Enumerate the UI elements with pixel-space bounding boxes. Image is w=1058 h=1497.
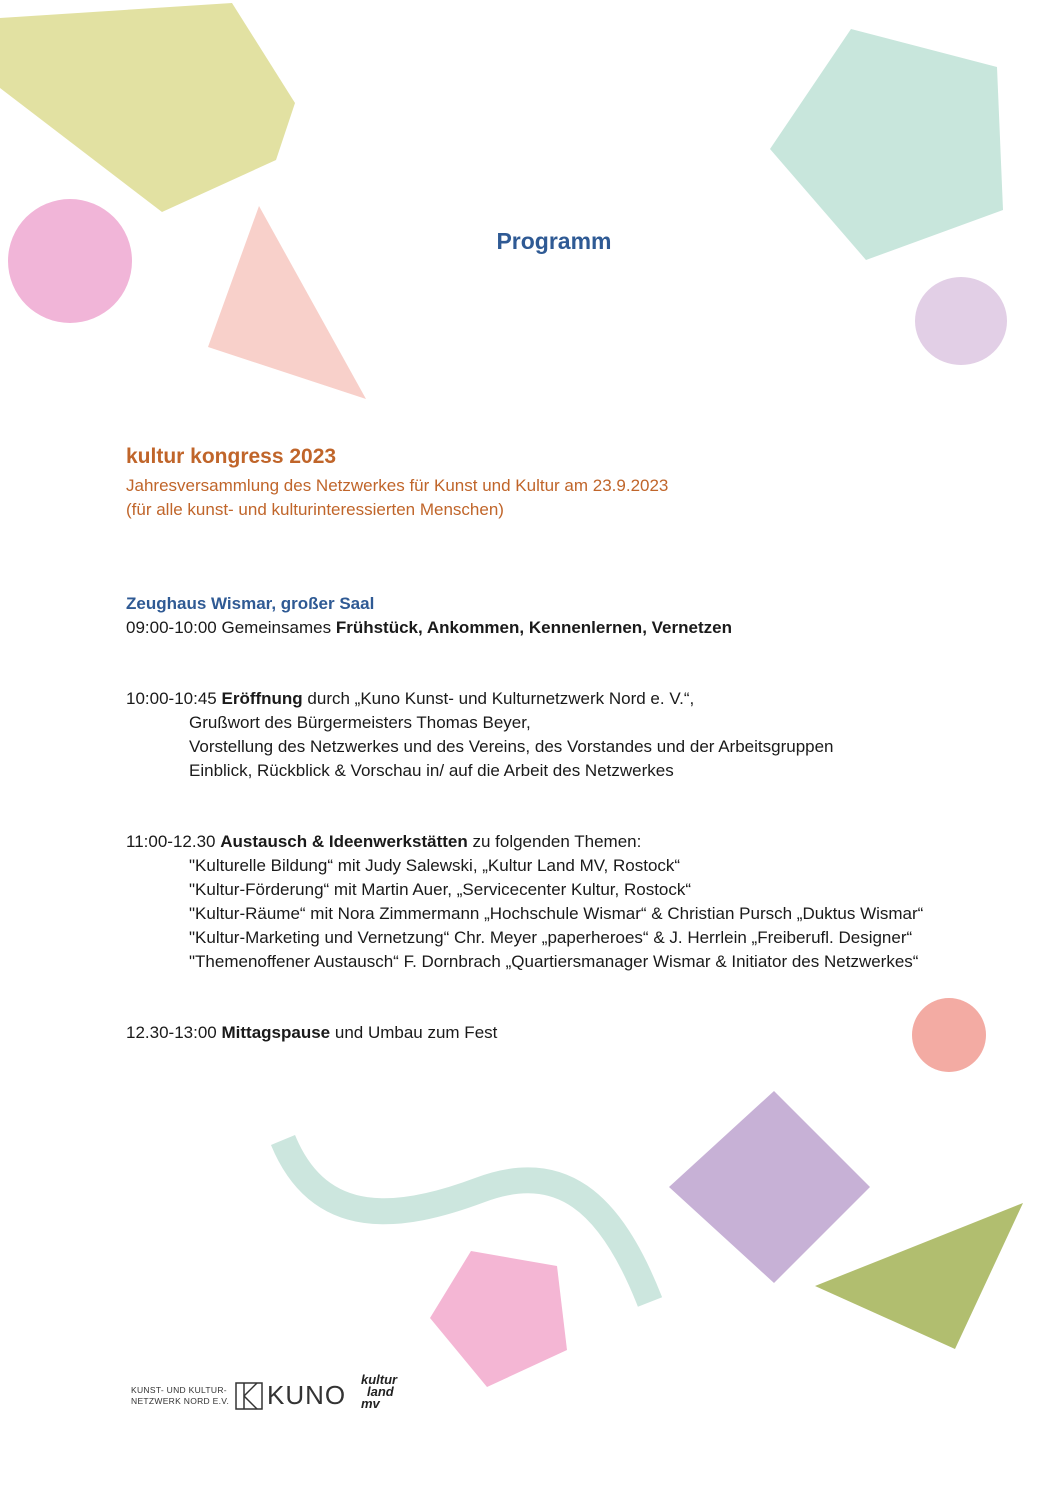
page-title: Programm: [496, 228, 612, 254]
workshop-topic: "Kultur-Marketing und Vernetzung“ Chr. Meyer „paperheroes“ & J. Herrlein „Freiberufl. Designer“: [189, 928, 913, 947]
kultur-land-mv-logo-line: land: [367, 1384, 394, 1399]
kuno-mark-icon: [235, 1382, 263, 1410]
schedule-text: durch „Kuno Kunst- und Kulturnetzwerk Nord e. V.“,: [307, 689, 695, 708]
schedule-time: 09:00-10:00: [126, 618, 217, 637]
kuno-logo: [131, 1380, 346, 1411]
mint-pentagon-shape: [770, 29, 1003, 260]
schedule-text: und Umbau zum Fest: [334, 1023, 498, 1042]
workshop-topic: "Kultur-Förderung“ mit Martin Auer, „Servicecenter Kultur, Rostock“: [189, 880, 692, 899]
schedule-highlight: Eröffnung: [221, 689, 303, 708]
kuno-logo-word: KUNO: [267, 1380, 347, 1410]
schedule-breakfast: [126, 616, 732, 640]
event-subtitle: Jahresversammlung des Netzwerkes für Kunst und Kultur am 23.9.2023: [126, 476, 669, 495]
pink-pentagon-shape: [430, 1251, 567, 1387]
kultur-land-mv-logo-line: kultur: [361, 1372, 398, 1387]
schedule-line: [126, 1021, 497, 1045]
pink-circle-shape: [8, 199, 132, 323]
coral-circle-shape: [912, 998, 986, 1072]
schedule-time: 10:00-10:45: [126, 689, 217, 708]
schedule-highlight: Austausch & Ideenwerkstätten: [220, 832, 468, 851]
workshop-topic: "Themenoffener Austausch“ F. Dornbrach „Quartiersmanager Wismar & Initiator des Netzwerkes“: [189, 952, 919, 971]
kultur-land-mv-logo: [361, 1374, 397, 1410]
schedule-line: [126, 830, 923, 854]
schedule-line: [126, 687, 834, 711]
schedule-text: zu folgenden Themen:: [472, 832, 642, 851]
workshop-topic: "Kulturelle Bildung“ mit Judy Salewski, „Kultur Land MV, Rostock“: [189, 856, 681, 875]
lavender-ellipse-shape: [915, 277, 1007, 365]
kuno-logo-tagline: [131, 1385, 231, 1407]
olive-triangle-shape: [815, 1203, 1023, 1349]
schedule-opening: [126, 687, 834, 783]
schedule-time: 11:00-12.30: [126, 832, 216, 851]
olive-hexagon-shape: [0, 3, 295, 212]
kuno-logo-tagline-line: KUNST- UND KULTUR-: [131, 1384, 227, 1395]
schedule-line: [126, 616, 732, 640]
schedule-time: 12.30-13:00: [126, 1023, 217, 1042]
workshop-topic: "Kultur-Räume“ mit Nora Zimmermann „Hochschule Wismar“ & Christian Pursch „Duktus Wismar“: [189, 904, 924, 923]
event-header: [126, 445, 668, 522]
schedule-subline: Vorstellung des Netzwerkes und des Vereins, des Vorstandes und der Arbeitsgruppen: [189, 737, 834, 756]
schedule-text: Gemeinsames: [221, 618, 332, 637]
schedule-highlight: Frühstück, Ankommen, Kennenlernen, Vernetzen: [335, 618, 732, 637]
venue-label: Zeughaus Wismar, großer Saal: [126, 594, 375, 613]
kuno-logo-tagline-line: NETZWERK NORD E.V.: [131, 1395, 230, 1406]
schedule-subline: Einblick, Rückblick & Vorschau in/ auf die Arbeit des Netzwerkes: [189, 761, 674, 780]
schedule-highlight: Mittagspause: [221, 1023, 331, 1042]
schedule-lunch: [126, 1021, 497, 1045]
purple-diamond-shape: [669, 1091, 870, 1283]
kultur-land-mv-logo-line: mv: [361, 1396, 380, 1411]
event-audience: (für alle kunst- und kulturinteressierten Menschen): [126, 500, 504, 519]
schedule-subline: Grußwort des Bürgermeisters Thomas Beyer,: [189, 713, 531, 732]
schedule-workshops: [126, 830, 923, 974]
event-title: kultur kongress 2023: [126, 445, 337, 468]
